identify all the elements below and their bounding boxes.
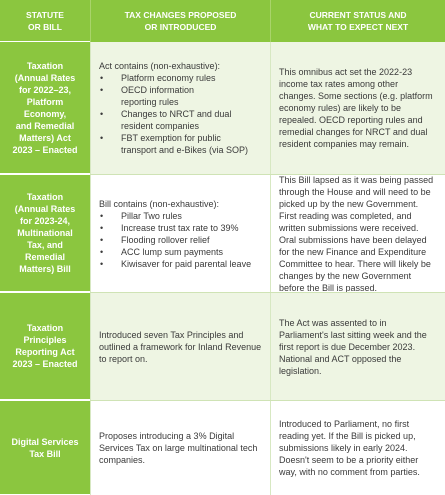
table-row xyxy=(0,293,445,400)
list-item: • Pillar Two rules xyxy=(99,210,262,222)
tax-changes xyxy=(90,293,270,400)
header-statute: STATUTE OR BILL xyxy=(0,0,90,42)
list-item: • Kiwisaver for paid parental leave xyxy=(99,258,262,270)
current-status xyxy=(270,401,445,495)
list-item: • Flooding rollover relief xyxy=(99,234,262,246)
status-text: This omnibus act set the 2022-23 income tax rates among other changes. Some sections (e.g. platform economy rules) are likely to be repealed. OECD reporting rules and remedial changes for NRCT and dual resident companies may remain. xyxy=(279,67,433,149)
statute-name: Taxation (Annual Rates for 2022–23, Platform Economy, and Remedial Matters) Act 2023 – Enacted xyxy=(0,42,90,174)
table-row xyxy=(0,42,445,174)
list-item: • ACC lump sum payments xyxy=(99,246,262,258)
current-status xyxy=(270,42,445,174)
changes-text: Introduced seven Tax Principles and outlined a framework for Inland Revenue to report on. xyxy=(99,329,262,364)
current-status xyxy=(270,293,445,400)
changes-intro: Act contains (non-exhaustive): xyxy=(99,61,221,71)
list-item: • FBT exemption for public transport and e-Bikes (via SOP) xyxy=(99,132,262,156)
header-tax-changes: TAX CHANGES PROPOSED OR INTRODUCED xyxy=(90,0,270,42)
table-row xyxy=(0,175,445,292)
list-item: • Changes to NRCT and dual resident companies xyxy=(99,108,262,132)
list-item: • Platform economy rules xyxy=(99,72,262,84)
statute-name: Taxation Principles Reporting Act 2023 – Enacted xyxy=(0,293,90,400)
statute-name: Taxation (Annual Rates for 2023-24, Multinational Tax, and Remedial Matters) Bill xyxy=(0,175,90,292)
list-item: • Increase trust tax rate to 39% xyxy=(99,222,262,234)
status-text: The Act was assented to in Parliament's last sitting week and the first report is due December 2023. National and ACT opposed the legislation. xyxy=(279,317,427,376)
status-text: Introduced to Parliament, no first reading yet. If the Bill is picked up, submissions likely in early 2024. Doesn't seem to be a priority either way, with no comment from parties. xyxy=(279,419,420,477)
statute-name: Digital Services Tax Bill xyxy=(0,401,90,495)
status-text: This Bill lapsed as it was being passed through the House and will need to be picked up by the new Government. First reading was completed, and written submissions were received. Oral submissions have been delayed for the new Finance and Expenditure Committee to hear. There will likely be changes by the new Government before the Bill is passed. xyxy=(279,174,434,293)
tax-changes xyxy=(90,42,270,174)
table-header xyxy=(0,0,445,42)
tax-changes xyxy=(90,175,270,292)
header-status: CURRENT STATUS AND WHAT TO EXPECT NEXT xyxy=(270,0,445,42)
changes-list xyxy=(99,210,262,270)
current-status xyxy=(270,175,445,292)
changes-intro: Bill contains (non-exhaustive): xyxy=(99,198,220,209)
table-row xyxy=(0,401,445,495)
tax-changes xyxy=(90,401,270,495)
changes-list xyxy=(99,72,262,156)
list-item: • OECD information reporting rules xyxy=(99,84,262,108)
changes-text: Proposes introducing a 3% Digital Services Tax on large multinational tech companies. xyxy=(99,431,258,465)
